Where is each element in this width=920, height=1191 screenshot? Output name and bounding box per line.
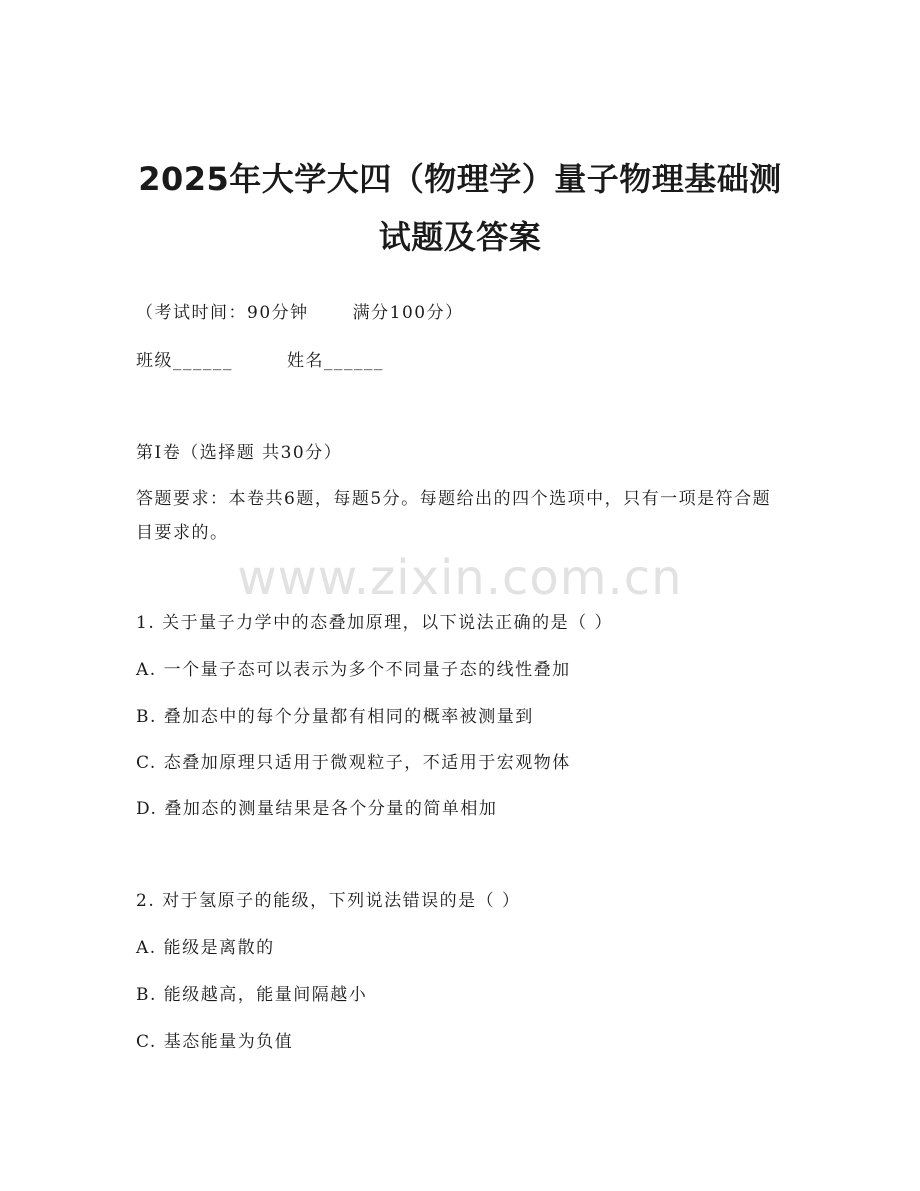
question-option: B. 叠加态中的每个分量都有相同的概率被测量到 — [136, 707, 534, 727]
watermark: www.zixin.com.cn — [237, 550, 683, 606]
instructions: 答题要求：本卷共6题，每题5分。每题给出的四个选项中，只有一项是符合题目要求的。 — [136, 489, 772, 543]
question-option: A. 一个量子态可以表示为多个不同量子态的线性叠加 — [136, 660, 571, 680]
question-option: C. 基态能量为负值 — [136, 1032, 294, 1052]
question-option: C. 态叠加原理只适用于微观粒子，不适用于宏观物体 — [136, 753, 571, 773]
title-line-2: 试题及答案 — [378, 218, 542, 256]
question-stem: 2. 对于氢原子的能级，下列说法错误的是（ ） — [136, 891, 521, 911]
question-option: B. 能级越高，能量间隔越小 — [136, 985, 368, 1005]
question-option: D. 叠加态的测量结果是各个分量的简单相加 — [136, 799, 498, 819]
full-score: 满分100分） — [352, 303, 464, 323]
exam-info-line — [136, 300, 464, 326]
class-field[interactable]: 班级______ — [136, 351, 233, 371]
name-field[interactable]: 姓名______ — [287, 351, 384, 371]
section-title: 第I卷（选择题 共30分） — [136, 443, 343, 463]
document-title — [100, 150, 820, 266]
title-line-1: 2025年大学大四（物理学）量子物理基础测 — [138, 160, 782, 198]
student-info-line — [136, 348, 384, 374]
exam-time: （考试时间：90分钟 — [136, 303, 309, 323]
question-stem: 1. 关于量子力学中的态叠加原理，以下说法正确的是（ ） — [136, 613, 614, 633]
question-option: A. 能级是离散的 — [136, 938, 275, 958]
